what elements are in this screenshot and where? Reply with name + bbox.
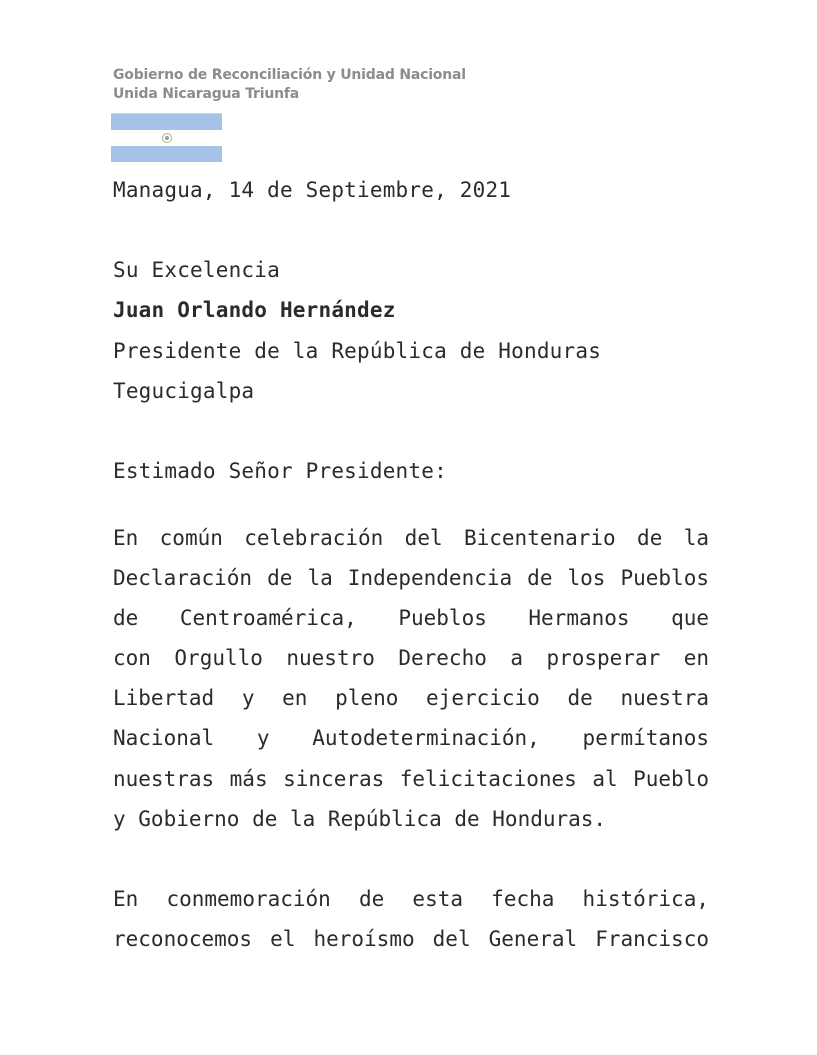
paragraph-1-line: Declaración de la Independencia de los Pueblos	[113, 566, 709, 591]
flag-middle-stripe	[111, 130, 222, 146]
paragraph-1-line: y Gobierno de la República de Honduras.	[113, 806, 607, 831]
paragraph-1-line: con Orgullo nuestro Derecho a prosperar en	[113, 646, 709, 671]
paragraph-1-line: nuestras más sinceras felicitaciones al Pueblo	[113, 766, 709, 791]
recipient-city: Tegucigalpa	[113, 379, 255, 403]
paragraph-1	[113, 518, 709, 839]
coat-of-arms-icon	[162, 133, 172, 143]
place-date: Managua, 14 de Septiembre, 2021	[113, 178, 512, 202]
paragraph-2-line: reconocemos el heroísmo del General Francisco	[113, 927, 709, 952]
flag-bottom-stripe	[111, 146, 222, 162]
greeting: Estimado Señor Presidente:	[113, 459, 447, 483]
paragraph-2	[113, 879, 709, 959]
paragraph-1-line: de Centroamérica, Pueblos Hermanos que	[113, 606, 709, 631]
recipient-position: Presidente de la República de Honduras	[113, 339, 602, 363]
recipient-name: Juan Orlando Hernández	[113, 298, 396, 322]
paragraph-2-line: En conmemoración de esta fecha histórica,	[113, 887, 709, 911]
paragraph-1-line: En común celebración del Bicentenario de la	[113, 526, 709, 550]
flag-top-stripe	[111, 114, 222, 130]
nicaragua-flag-icon	[111, 113, 222, 162]
paragraph-1-line: Libertad y en pleno ejercicio de nuestra	[113, 686, 709, 711]
letterhead-slogan: Unida Nicaragua Triunfa	[113, 86, 299, 102]
letterhead-government-name: Gobierno de Reconciliación y Unidad Nacional	[113, 67, 466, 83]
letterhead	[113, 66, 466, 104]
salutation-title: Su Excelencia	[113, 258, 280, 282]
paragraph-1-line: Nacional y Autodeterminación, permítanos	[113, 726, 709, 751]
